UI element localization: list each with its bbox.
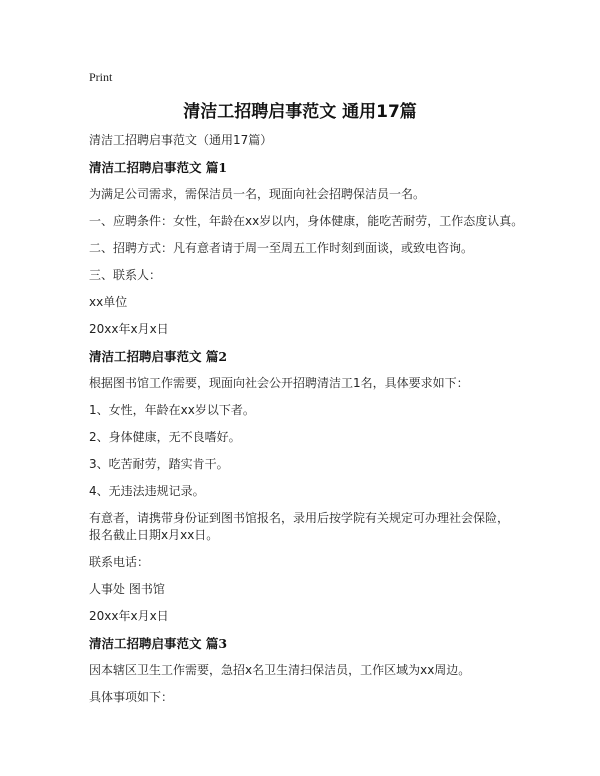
section-heading-1: 清洁工招聘启事范文 篇1 [89,160,228,175]
paragraph: 20xx年x月x日 [89,609,169,623]
page-title: 清洁工招聘启事范文 通用17篇 [183,102,417,122]
paragraph: 具体事项如下： [89,690,174,704]
intro-line: 清洁工招聘启事范文（通用17篇） [89,133,273,147]
paragraph: 1、女性，年龄在xx岁以下者。 [89,403,255,417]
paragraph: xx单位 [89,295,128,309]
paragraph: 因本辖区卫生工作需要，急招x名卫生清扫保洁员，工作区域为xx周边。 [89,663,471,677]
paragraph: 一、应聘条件：女性，年龄在xx岁以内，身体健康，能吃苦耐劳，工作态度认真。 [89,214,524,228]
paragraph: 三、联系人： [89,268,162,282]
paragraph: 2、身体健康，无不良嗜好。 [89,430,241,444]
paragraph: 3、吃苦耐劳，踏实肯干。 [89,457,229,471]
document-body [89,132,524,716]
paragraph: 人事处 图书馆 [89,582,165,596]
print-link[interactable]: Print [89,70,113,84]
paragraph: 根据图书馆工作需要，现面向社会公开招聘清洁工1名，具体要求如下： [89,376,469,390]
section-heading-3: 清洁工招聘启事范文 篇3 [89,636,228,651]
paragraph: 20xx年x月x日 [89,322,169,336]
paragraph: 有意者，请携带身份证到图书馆报名，录用后按学院有关规定可办理社会保险，报名截止日期x月xx日。 [89,511,510,542]
paragraph: 4、无违法违规记录。 [89,484,205,498]
paragraph: 为满足公司需求，需保洁员一名，现面向社会招聘保洁员一名。 [89,187,426,201]
paragraph: 联系电话： [89,555,150,569]
section-heading-2: 清洁工招聘启事范文 篇2 [89,349,228,364]
paragraph: 二、招聘方式：凡有意者请于周一至周五工作时刻到面谈，或致电咨询。 [89,241,474,255]
